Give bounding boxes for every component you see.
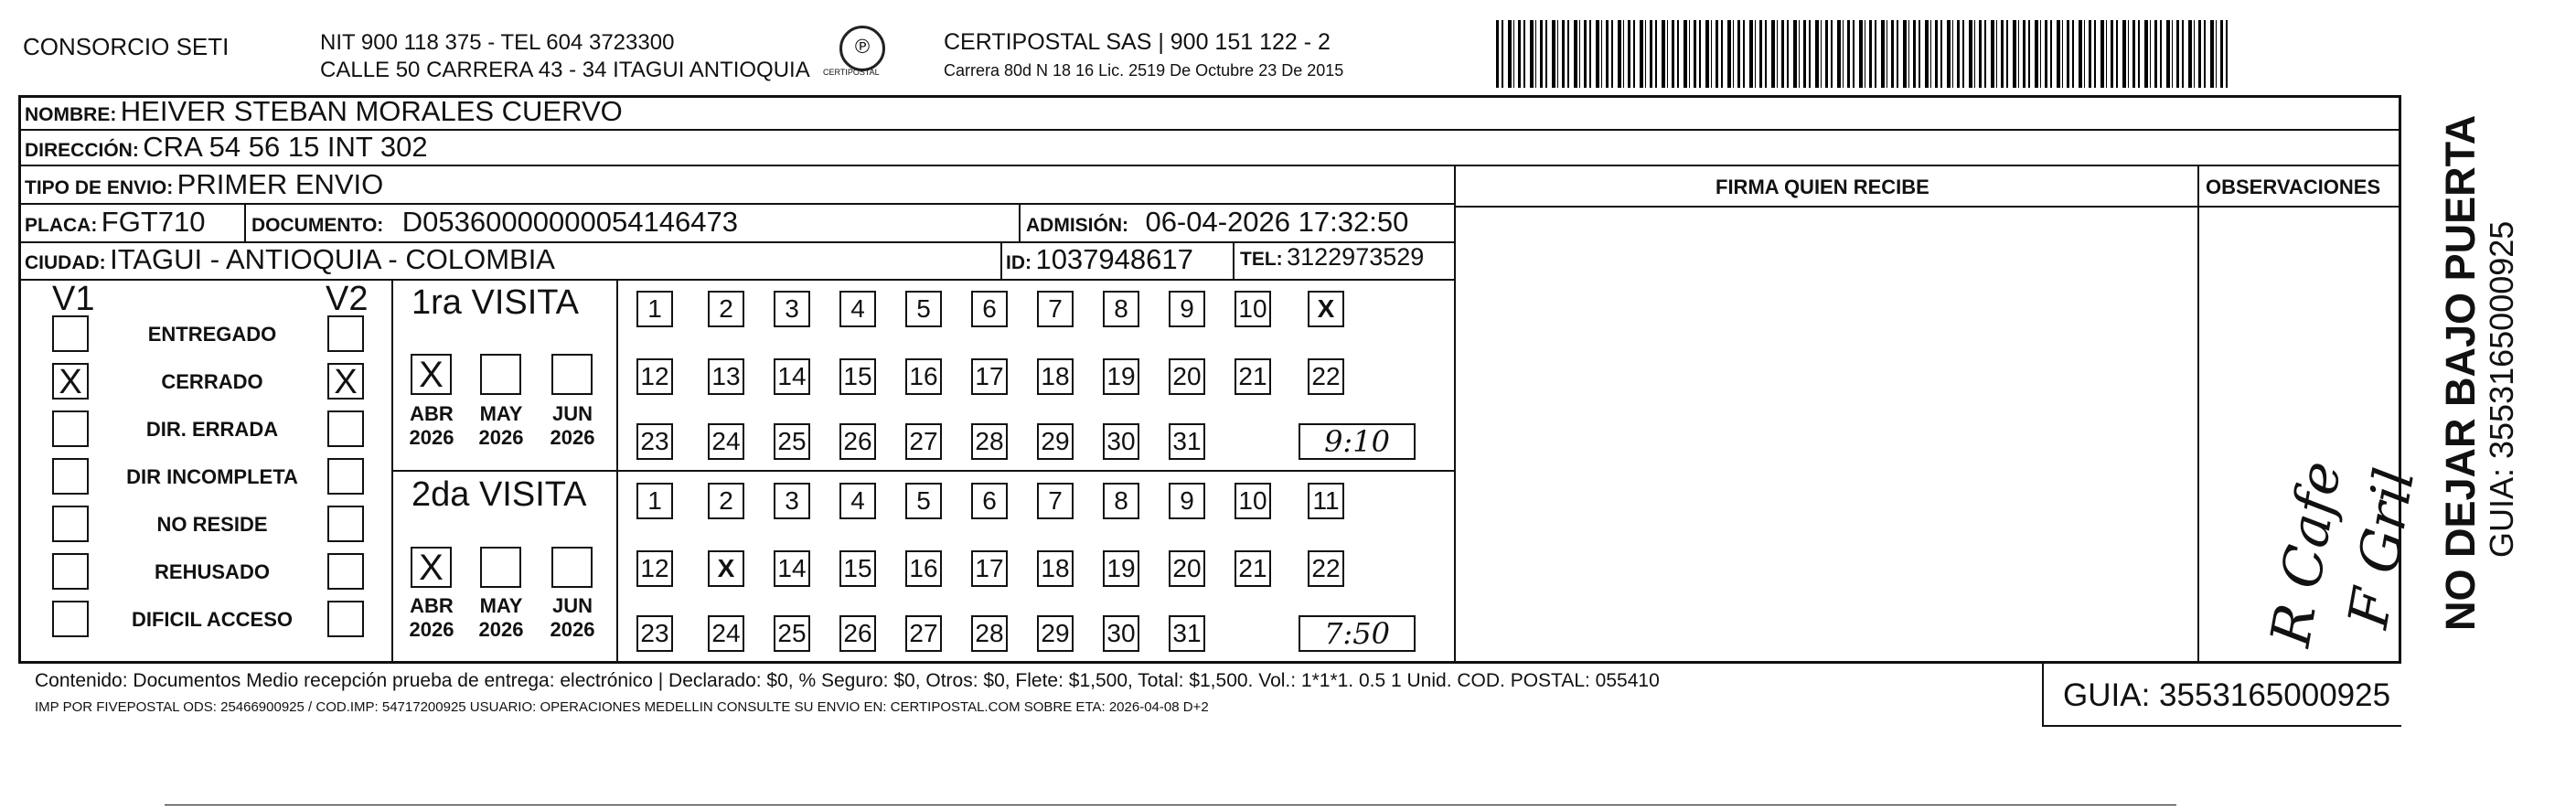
month-label: JUN 2026 bbox=[550, 402, 595, 449]
day-box-2[interactable]: 2 bbox=[708, 291, 744, 327]
day-box-28[interactable]: 28 bbox=[971, 423, 1008, 460]
guia-box-bottom bbox=[2042, 725, 2401, 727]
day-box-1[interactable]: 1 bbox=[636, 483, 673, 519]
id-value: 1037948617 bbox=[1035, 243, 1193, 275]
month-label: ABR 2026 bbox=[409, 594, 454, 641]
tipo-value: PRIMER ENVIO bbox=[176, 168, 384, 200]
day-box-3[interactable]: 3 bbox=[774, 291, 810, 327]
row-divider bbox=[18, 661, 2401, 663]
day-box-22[interactable]: 22 bbox=[1308, 550, 1344, 587]
id-label: ID: bbox=[1006, 252, 1031, 273]
org-address: CALLE 50 CARRERA 43 - 34 ITAGUI ANTIOQUIA bbox=[320, 58, 810, 82]
status-label: REHUSADO bbox=[155, 560, 270, 583]
col-divider bbox=[1233, 241, 1235, 279]
certipostal-logo-icon: ℗ bbox=[839, 26, 885, 71]
day-box-31[interactable]: 31 bbox=[1169, 423, 1205, 460]
day-box-19[interactable]: 19 bbox=[1103, 550, 1139, 587]
day-box-30[interactable]: 30 bbox=[1103, 615, 1139, 652]
col-divider bbox=[244, 203, 246, 241]
visit-divider bbox=[616, 279, 618, 661]
status-label: DIR INCOMPLETA bbox=[126, 465, 298, 488]
month-label: ABR 2026 bbox=[409, 402, 454, 449]
nombre-label: NOMBRE: bbox=[25, 104, 117, 125]
admision-value: 06-04-2026 17:32:50 bbox=[1145, 206, 1409, 238]
day-box-15[interactable]: 15 bbox=[839, 550, 876, 587]
day-box-10[interactable]: 10 bbox=[1235, 291, 1271, 327]
logo-text: CERTIPOSTAL bbox=[823, 68, 880, 77]
tel-value: 3122973529 bbox=[1287, 243, 1425, 271]
row-divider bbox=[18, 203, 1454, 205]
day-box-18[interactable]: 18 bbox=[1037, 358, 1074, 395]
visit1-month-abr-box[interactable]: X bbox=[411, 354, 452, 395]
day-box-21[interactable]: 21 bbox=[1235, 550, 1271, 587]
day-box-2[interactable]: 2 bbox=[708, 483, 744, 519]
certipostal-resolution: Carrera 80d N 18 16 Lic. 2519 De Octubre 23 De 2015 bbox=[944, 61, 1344, 80]
day-box-23[interactable]: 23 bbox=[636, 423, 673, 460]
day-box-5[interactable]: 5 bbox=[905, 483, 942, 519]
v2-no-reside-checkbox[interactable] bbox=[327, 506, 364, 542]
day-box-12[interactable]: 12 bbox=[636, 358, 673, 395]
day-box-4[interactable]: 4 bbox=[839, 291, 876, 327]
v1-dir-incompleta-checkbox[interactable] bbox=[52, 458, 89, 495]
day-box-9[interactable]: 9 bbox=[1169, 483, 1205, 519]
day-box-25[interactable]: 25 bbox=[774, 423, 810, 460]
day-box-14[interactable]: 14 bbox=[774, 358, 810, 395]
visit2-month-jun-box[interactable] bbox=[551, 547, 593, 588]
documento-field bbox=[251, 206, 738, 239]
col-divider bbox=[2042, 661, 2044, 725]
admision-field bbox=[1026, 206, 1408, 239]
visit-time-box[interactable]: 9:10 bbox=[1299, 423, 1416, 460]
barcode bbox=[1496, 20, 2228, 88]
day-box-15[interactable]: 15 bbox=[839, 358, 876, 395]
day-box-11[interactable]: 11 bbox=[1308, 483, 1344, 519]
ciudad-label: CIUDAD: bbox=[25, 252, 106, 273]
day-box-29[interactable]: 29 bbox=[1037, 423, 1074, 460]
day-box-25[interactable]: 25 bbox=[774, 615, 810, 652]
day-box-13[interactable]: 13 bbox=[708, 358, 744, 395]
status-label: NO RESIDE bbox=[156, 513, 268, 536]
v1-dificil-acceso-checkbox[interactable] bbox=[52, 601, 89, 637]
day-box-26[interactable]: 26 bbox=[839, 423, 876, 460]
v2-entregado-checkbox[interactable] bbox=[327, 315, 364, 352]
content-line: Contenido: Documentos Medio recepción prueba de entrega: electrónico | Declarado: $0, % Seguro: $0, Otros: $0, Flete: $1,500, Total: $1,500. Vol.: 1*1*1. 0.5 1 Unid. COD. POSTAL: 055410 bbox=[35, 670, 1660, 691]
imp-line: IMP POR FIVEPOSTAL ODS: 25466900925 / COD.IMP: 54717200925 USUARIO: OPERACIONES MEDELLIN CONSULTE SU ENVIO EN: CERTIPOSTAL.COM SOBRE ETA: 2026-04-08 D+2 bbox=[35, 699, 1209, 715]
day-box-6[interactable]: 6 bbox=[971, 291, 1008, 327]
org-nit: NIT 900 118 375 - TEL 604 3723300 bbox=[320, 30, 675, 55]
day-box-18[interactable]: 18 bbox=[1037, 550, 1074, 587]
visit2-title: 2da VISITA bbox=[412, 475, 587, 514]
v2-dificil-acceso-checkbox[interactable] bbox=[327, 601, 364, 637]
day-box-7[interactable]: 7 bbox=[1037, 483, 1074, 519]
handwritten-observation: R Cafe bbox=[2259, 456, 2355, 652]
day-box-19[interactable]: 19 bbox=[1103, 358, 1139, 395]
status-label: DIR. ERRADA bbox=[145, 418, 279, 441]
day-box-9[interactable]: 9 bbox=[1169, 291, 1205, 327]
day-box-26[interactable]: 26 bbox=[839, 615, 876, 652]
day-box-12[interactable]: 12 bbox=[636, 550, 673, 587]
v1-rehusado-checkbox[interactable] bbox=[52, 553, 89, 590]
col-divider bbox=[1454, 165, 1456, 661]
day-box-22[interactable]: 22 bbox=[1308, 358, 1344, 395]
v1-cerrado-checkbox[interactable]: X bbox=[52, 363, 89, 400]
v1-header: V1 bbox=[52, 280, 95, 318]
day-box-17[interactable]: 17 bbox=[971, 550, 1008, 587]
col-divider bbox=[1019, 203, 1021, 241]
month-label: MAY 2026 bbox=[478, 594, 524, 641]
day-box-30[interactable]: 30 bbox=[1103, 423, 1139, 460]
day-box-13-marked[interactable]: X bbox=[708, 550, 744, 587]
direccion-label: DIRECCIÓN: bbox=[25, 140, 139, 161]
day-box-7[interactable]: 7 bbox=[1037, 291, 1074, 327]
v2-rehusado-checkbox[interactable] bbox=[327, 553, 364, 590]
direccion-row bbox=[25, 131, 428, 164]
col-divider bbox=[2197, 165, 2199, 661]
col-divider bbox=[391, 279, 393, 661]
status-label: ENTREGADO bbox=[147, 323, 277, 346]
tipo-row bbox=[25, 168, 383, 201]
ciudad-field bbox=[25, 243, 555, 276]
placa-label: PLACA: bbox=[25, 215, 98, 236]
admision-label: ADMISIÓN: bbox=[1026, 215, 1128, 236]
day-box-4[interactable]: 4 bbox=[839, 483, 876, 519]
row-divider bbox=[1454, 206, 2401, 208]
day-box-17[interactable]: 17 bbox=[971, 358, 1008, 395]
day-box-28[interactable]: 28 bbox=[971, 615, 1008, 652]
guia-number: GUIA: 3553165000925 bbox=[2063, 677, 2391, 713]
day-box-23[interactable]: 23 bbox=[636, 615, 673, 652]
v1-entregado-checkbox[interactable] bbox=[52, 315, 89, 352]
v2-header: V2 bbox=[326, 280, 369, 318]
no-dejar-bajo-puerta: NO DEJAR BAJO PUERTA bbox=[2437, 114, 2484, 631]
handwritten-observation: F Gril bbox=[2336, 463, 2428, 634]
ciudad-value: ITAGUI - ANTIOQUIA - COLOMBIA bbox=[110, 243, 555, 275]
org-contact bbox=[320, 29, 810, 84]
firma-header: FIRMA QUIEN RECIBE bbox=[1716, 176, 1929, 198]
visit-time-box[interactable]: 7:50 bbox=[1299, 615, 1416, 652]
day-box-8[interactable]: 8 bbox=[1103, 483, 1139, 519]
day-box-27[interactable]: 27 bbox=[905, 615, 942, 652]
day-box-24[interactable]: 24 bbox=[708, 423, 744, 460]
day-box-31[interactable]: 31 bbox=[1169, 615, 1205, 652]
id-field bbox=[1006, 243, 1193, 276]
tel-field bbox=[1240, 243, 1424, 272]
v1-dir-errada-checkbox[interactable] bbox=[52, 410, 89, 447]
row-divider bbox=[18, 165, 2401, 166]
month-label: JUN 2026 bbox=[550, 594, 595, 641]
status-label: CERRADO bbox=[161, 370, 263, 393]
v1-no-reside-checkbox[interactable] bbox=[52, 506, 89, 542]
day-box-14[interactable]: 14 bbox=[774, 550, 810, 587]
day-box-5[interactable]: 5 bbox=[905, 291, 942, 327]
v2-dir-incompleta-checkbox[interactable] bbox=[327, 458, 364, 495]
day-box-8[interactable]: 8 bbox=[1103, 291, 1139, 327]
day-box-16[interactable]: 16 bbox=[905, 358, 942, 395]
col-divider bbox=[1000, 241, 1002, 279]
day-box-10[interactable]: 10 bbox=[1235, 483, 1271, 519]
day-box-6[interactable]: 6 bbox=[971, 483, 1008, 519]
visit2-month-abr-box[interactable]: X bbox=[411, 547, 452, 588]
v2-cerrado-checkbox[interactable]: X bbox=[327, 363, 364, 400]
day-box-1[interactable]: 1 bbox=[636, 291, 673, 327]
day-box-24[interactable]: 24 bbox=[708, 615, 744, 652]
tel-label: TEL: bbox=[1240, 249, 1283, 270]
v2-dir-errada-checkbox[interactable] bbox=[327, 410, 364, 447]
nombre-row bbox=[25, 95, 623, 128]
documento-value: D05360000000054146473 bbox=[401, 206, 738, 238]
day-box-20[interactable]: 20 bbox=[1169, 550, 1205, 587]
nombre-value: HEIVER STEBAN MORALES CUERVO bbox=[120, 95, 623, 127]
day-box-16[interactable]: 16 bbox=[905, 550, 942, 587]
side-guia-number: GUIA: 3553165000925 bbox=[2483, 220, 2520, 558]
status-label: DIFICIL ACCESO bbox=[131, 608, 293, 631]
documento-label: DOCUMENTO: bbox=[251, 215, 384, 236]
row-divider bbox=[391, 470, 1454, 472]
direccion-value: CRA 54 56 15 INT 302 bbox=[143, 131, 428, 163]
day-box-27[interactable]: 27 bbox=[905, 423, 942, 460]
placa-value: FGT710 bbox=[101, 206, 206, 238]
certipostal-name: CERTIPOSTAL SAS | 900 151 122 - 2 bbox=[944, 29, 1331, 55]
placa-field bbox=[25, 206, 206, 239]
observaciones-header: OBSERVACIONES bbox=[2206, 176, 2381, 198]
day-box-11-marked[interactable]: X bbox=[1308, 291, 1344, 327]
org-name: CONSORCIO SETI bbox=[23, 33, 230, 60]
day-box-29[interactable]: 29 bbox=[1037, 615, 1074, 652]
visit2-month-may-box[interactable] bbox=[480, 547, 521, 588]
tipo-label: TIPO DE ENVIO: bbox=[25, 177, 174, 198]
month-label: MAY 2026 bbox=[478, 402, 524, 449]
visit1-month-may-box[interactable] bbox=[480, 354, 521, 395]
visit1-title: 1ra VISITA bbox=[412, 283, 580, 322]
day-box-3[interactable]: 3 bbox=[774, 483, 810, 519]
day-box-20[interactable]: 20 bbox=[1169, 358, 1205, 395]
day-box-21[interactable]: 21 bbox=[1235, 358, 1271, 395]
visit1-month-jun-box[interactable] bbox=[551, 354, 593, 395]
row-divider bbox=[18, 279, 1454, 281]
